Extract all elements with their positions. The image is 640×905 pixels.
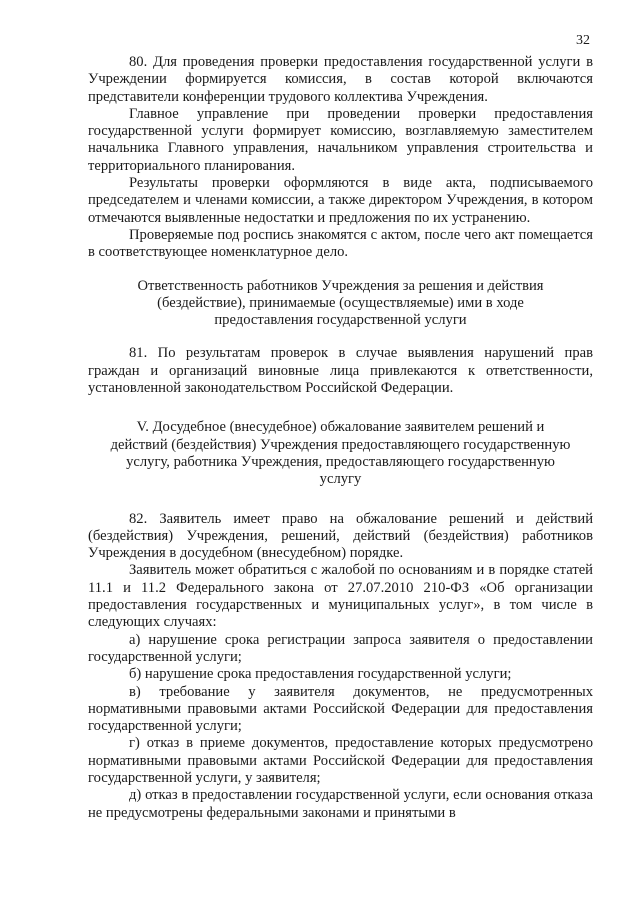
section-82-case-e: д) отказ в предоставлении государственной услуги, если основания отказа не предусмотрены федеральными законами и принятыми в (88, 787, 593, 821)
section-82-intro: 82. Заявитель имеет право на обжалование решений и действий (бездействия) Учреждения, решений, действий (бездействия) работников Учреждения в досудебном (внесудебном) порядке. (88, 510, 593, 562)
section-80-paragraph-4: Проверяемые под роспись знакомятся с актом, после чего акт помещается в соответствующее номенклатурное дело. (88, 226, 593, 261)
page-number: 32 (576, 33, 590, 48)
section-82-case-b: б) нарушение срока предоставления государственной услуги; (129, 666, 512, 683)
section-82-case-a: а) нарушение срока регистрации запроса заявителя о предоставлении государственной услуги; (88, 631, 593, 665)
spacer (88, 262, 593, 278)
spacer (88, 489, 593, 511)
section-81-paragraph: 81. По результатам проверок в случае выявления нарушений прав граждан и организаций виновные лица привлекаются к ответственности, установленной законодательством Российской Федерации. (88, 345, 593, 397)
section-v-heading: V. Досудебное (внесудебное) обжалование заявителем решений и действий (бездействия) Учреждения предоставляющего государственную услугу, работника Учреждения, предоставляющего государственную услугу (110, 419, 571, 488)
spacer (88, 397, 593, 419)
document-body (88, 54, 593, 822)
section-80-paragraph-3: Результаты проверки оформляются в виде акта, подписываемого председателем и членами комиссии, а также директором Учреждения, в котором отмечаются выявленные недостатки и предложения по их устранению. (88, 175, 593, 226)
responsibility-heading: Ответственность работников Учреждения за решения и действия (бездействие), принимаемые (осуществляемые) ими в ходе предоставления государственной услуги (137, 277, 544, 329)
section-82-grounds: Заявитель может обратиться с жалобой по основаниям и в порядке статей 11.1 и 11.2 Федерального закона от 27.07.2010 210-ФЗ «Об организации предоставления государственных и муниципальных услуг», в том числе в следующих случаях: (88, 562, 593, 631)
section-82-case-c: в) требование у заявителя документов, не предусмотренных нормативными правовыми актами Российской Федерации для предоставления государственной услуги; (88, 683, 593, 735)
spacer (88, 329, 593, 345)
section-80-paragraph-1: 80. Для проведения проверки предоставления государственной услуги в Учреждении формируется комиссия, в состав которой включаются представители конференции трудового коллектива Учреждения. (88, 54, 593, 105)
section-82-case-d: г) отказ в приеме документов, предоставление которых предусмотрено нормативными правовыми актами Российской Федерации для предоставления государственной услуги, у заявителя; (88, 735, 593, 786)
section-80-paragraph-2: Главное управление при проведении проверки предоставления государственной услуги формирует комиссию, возглавляемую заместителем начальника Главного управления, начальником управления строительства и территориального планирования. (88, 105, 593, 174)
